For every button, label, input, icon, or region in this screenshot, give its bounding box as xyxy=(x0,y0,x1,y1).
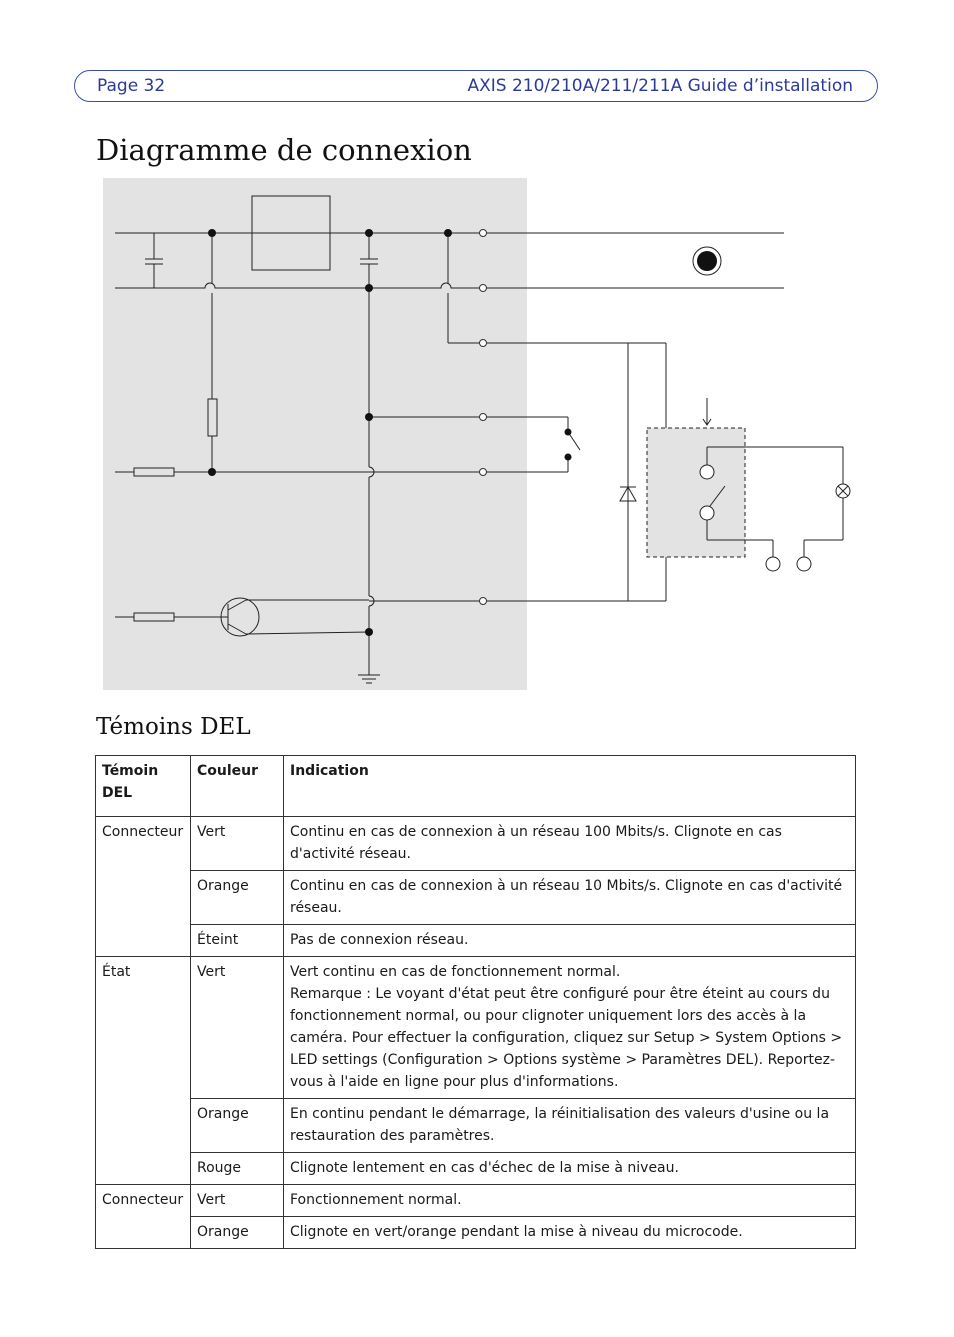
cell-couleur: Orange xyxy=(191,1217,284,1249)
col-header-temoin: Témoin DEL xyxy=(96,756,191,817)
table-row xyxy=(96,1217,856,1249)
table-row xyxy=(96,1153,856,1185)
cell-indication xyxy=(284,957,856,1099)
cell-indication: En continu pendant le démarrage, la réinitialisation des valeurs d'usine ou la restauration des paramètres. xyxy=(284,1099,856,1153)
cell-temoin: État xyxy=(96,957,191,1185)
cell-couleur: Vert xyxy=(191,1185,284,1217)
cell-indication: Pas de connexion réseau. xyxy=(284,925,856,957)
col-header-couleur: Couleur xyxy=(191,756,284,817)
cell-indication: Clignote en vert/orange pendant la mise à niveau du microcode. xyxy=(284,1217,856,1249)
table-row xyxy=(96,817,856,871)
cell-indication: Clignote lentement en cas d'échec de la mise à niveau. xyxy=(284,1153,856,1185)
cell-couleur: Orange xyxy=(191,871,284,925)
subsection-title: Témoins DEL xyxy=(96,714,251,740)
indication-note: Remarque : Le voyant d'état peut être configuré pour être éteint au cours du fonctionnement normal, ou pour clignoter uniquement lors des accès à la caméra. Pour effectuer la configuration, cliquez sur Setup > System Options > LED settings (Configuration > Options système > Paramètres DEL). Reportez-vous à l'aide en ligne pour plus d'informations. xyxy=(290,986,843,1090)
page-number: Page 32 xyxy=(97,76,166,96)
col-header-indication: Indication xyxy=(284,756,856,817)
indication-text: Vert continu en cas de fonctionnement normal. xyxy=(290,964,621,980)
cell-indication: Continu en cas de connexion à un réseau 100 Mbits/s. Clignote en cas d'activité réseau. xyxy=(284,817,856,871)
table-row xyxy=(96,1185,856,1217)
cell-couleur: Vert xyxy=(191,957,284,1099)
cell-couleur: Vert xyxy=(191,817,284,871)
table-row xyxy=(96,871,856,925)
cell-couleur: Éteint xyxy=(191,925,284,957)
led-table xyxy=(95,755,856,1249)
table-row xyxy=(96,925,856,957)
cell-temoin: Connecteur xyxy=(96,817,191,957)
document-title: AXIS 210/210A/211/211A Guide d’installation xyxy=(467,76,853,96)
cell-couleur: Rouge xyxy=(191,1153,284,1185)
table-row xyxy=(96,957,856,1099)
table-header-row xyxy=(96,756,856,817)
cell-temoin: Connecteur xyxy=(96,1185,191,1249)
section-title: Diagramme de connexion xyxy=(96,133,472,167)
cell-indication: Continu en cas de connexion à un réseau 10 Mbits/s. Clignote en cas d'activité réseau. xyxy=(284,871,856,925)
cell-indication: Fonctionnement normal. xyxy=(284,1185,856,1217)
table-row xyxy=(96,1099,856,1153)
cell-couleur: Orange xyxy=(191,1099,284,1153)
